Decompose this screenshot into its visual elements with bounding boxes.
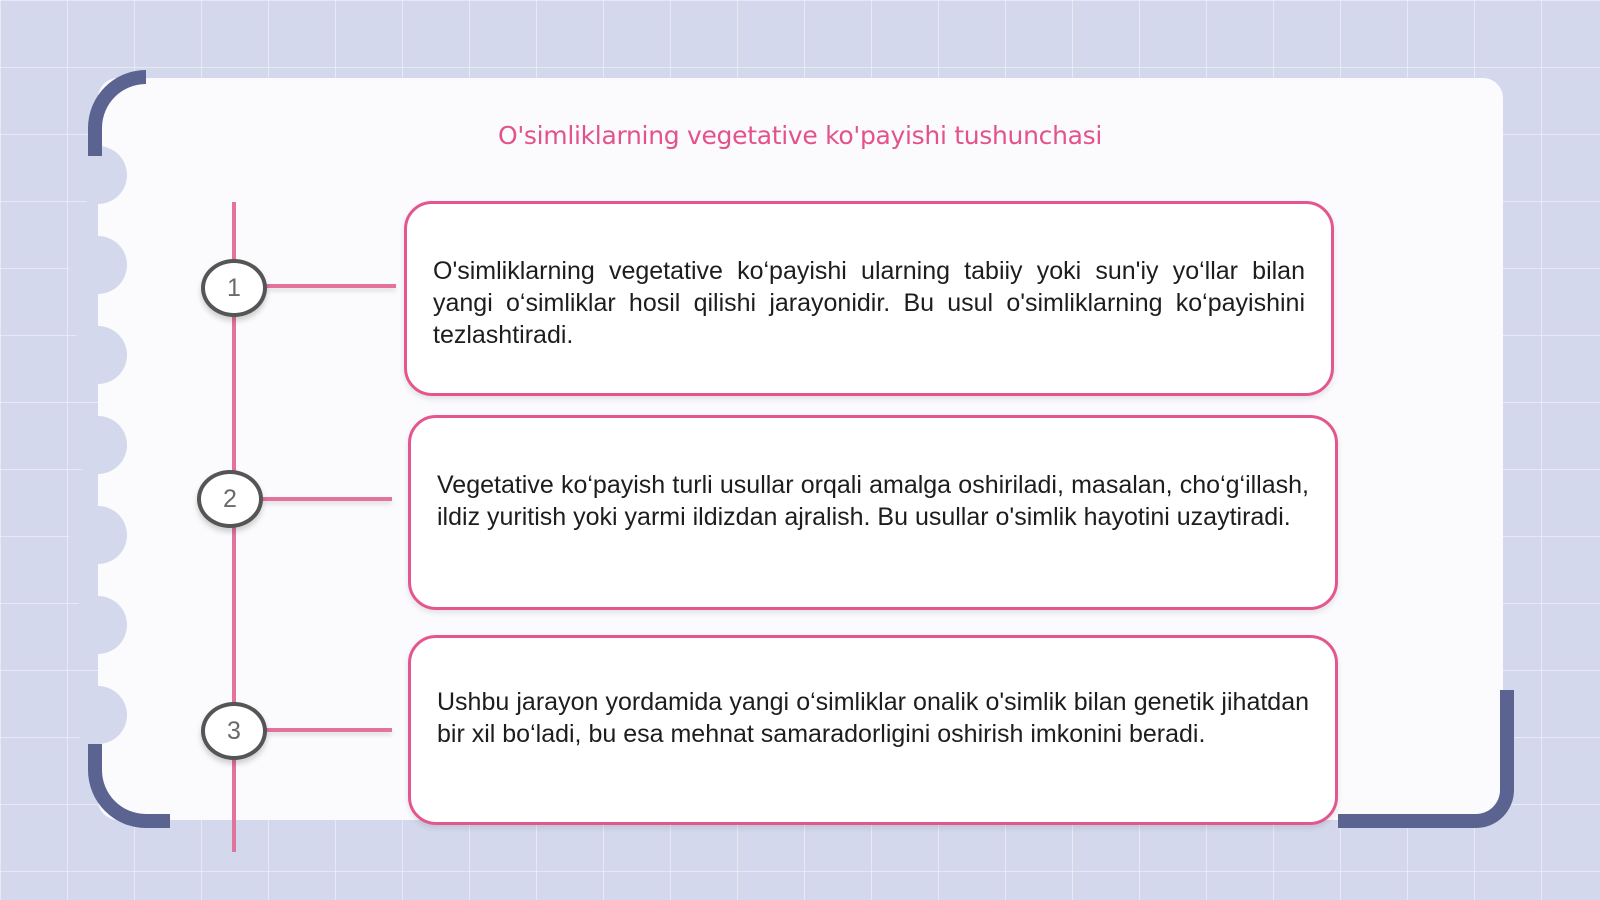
step-text: O'simliklarning vegetative ko‘payishi ularning tabiiy yoki sun'iy yo‘llar bilan yangi o‘simliklar hosil qilishi jarayonidir. Bu usul o'simliklarning ko‘payishini tezlashtiradi. bbox=[433, 257, 1305, 349]
timeline-connector bbox=[262, 497, 392, 501]
paper-scallop bbox=[69, 506, 127, 564]
timeline-connector bbox=[266, 728, 392, 732]
step-card bbox=[404, 201, 1334, 396]
step-card bbox=[408, 635, 1338, 825]
step-number-badge: 2 bbox=[197, 470, 263, 528]
paper-scallop bbox=[69, 686, 127, 744]
timeline-connector bbox=[266, 284, 396, 288]
corner-bracket-bottom-left bbox=[88, 744, 170, 828]
paper-scallop bbox=[69, 416, 127, 474]
corner-bracket-bottom-right bbox=[1338, 690, 1514, 828]
paper-scallop bbox=[69, 326, 127, 384]
slide-title: O'simliklarning vegetative ko'payishi tushunchasi bbox=[497, 121, 1103, 150]
paper-scallop bbox=[69, 596, 127, 654]
step-text: Ushbu jarayon yordamida yangi o‘simliklar onalik o'simlik bilan genetik jihatdan bir xil bo‘ladi, bu esa mehnat samaradorligini oshirish imkonini beradi. bbox=[437, 688, 1309, 748]
step-card bbox=[408, 415, 1338, 610]
step-number-badge: 1 bbox=[201, 259, 267, 317]
step-number-badge: 3 bbox=[201, 702, 267, 760]
step-text: Vegetative ko‘payish turli usullar orqali amalga oshiriladi, masalan, cho‘g‘illash, ildiz yuritish yoki yarmi ildizdan ajralish. Bu usullar o'simlik hayotini uzaytiradi. bbox=[437, 471, 1309, 531]
paper-scallop bbox=[69, 236, 127, 294]
